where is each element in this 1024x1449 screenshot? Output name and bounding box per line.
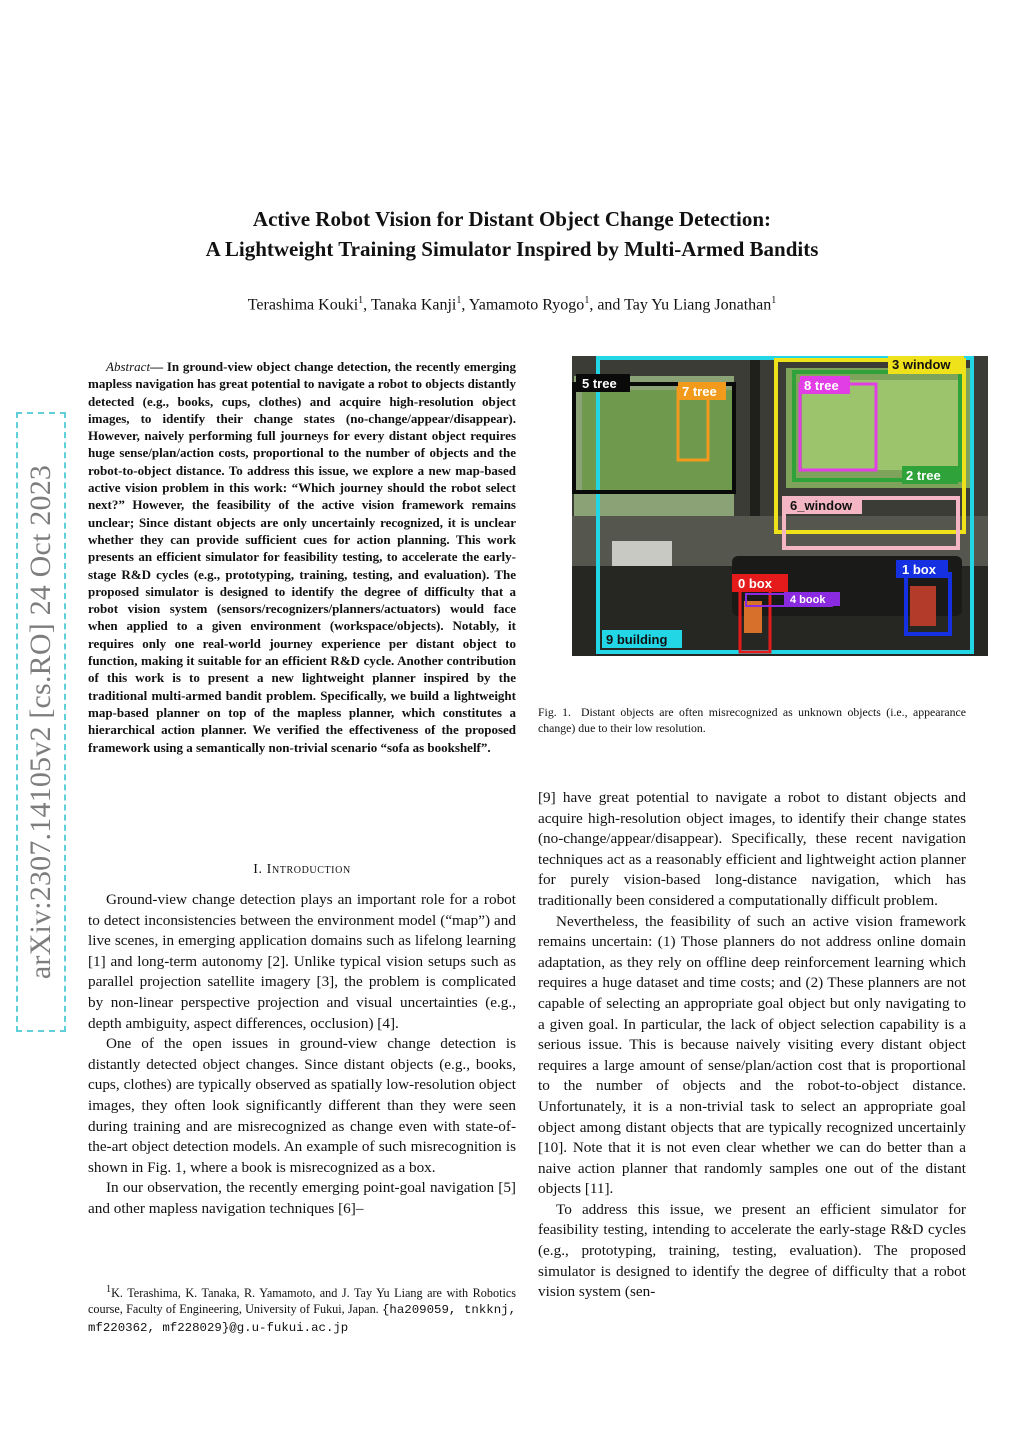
figure-1-image	[572, 356, 988, 656]
affiliation-mark: 1	[771, 295, 777, 306]
footnote-emails: {ha209059, tnkknj, mf220362, mf228029}@g.u-fukui.ac.jp	[88, 1303, 516, 1335]
paper-title	[140, 204, 884, 264]
abstract-text: In ground-view object change detection, the recently emerging mapless navigation has great potential to navigate a robot to objects distantly detected (e.g., books, cups, clothes) and acquire high-resolution object images, to identify their change states (no-change/appear/disappear). However, naively performing full journeys for every distant object requires huge sense/plan/action costs, proportional to the number of objects and the robot-to-object distance. To address this issue, we explore a new map-based active vision problem in this work: “Which journey should the robot select next?” However, the feasibility of the active vision framework remains unclear; Since distant objects are only uncertainly recognized, it is unclear whether they can provide sufficient cues for action planning. This work presents an efficient simulator for feasibility testing, to accelerate the early-stage R&D cycles (e.g., prototyping, training, testing, and evaluation). The proposed simulator is designed to identify the degree of difficulty that a robot vision system (sensors/recognizers/planners/actuators) would face when applied to a given environment (workspace/objects). Notably, it requires only one real-world journey experience per distant object to function, making it suitable for an efficient R&D cycle. Another contribution of this work is to present a new lightweight planner inspired by the traditional multi-armed bandit problem. Specifically, we build a lightweight map-based planner on top of the mapless planner, which constitutes a hierarchical action planner. We verified the effectiveness of the proposed framework using a semantically non-trivial scenario “sofa as bookshelf”.	[88, 359, 516, 755]
title-line-1: Active Robot Vision for Distant Object Change Detection:	[252, 207, 772, 231]
footnote	[88, 1282, 516, 1336]
label-building-9: 9 building	[606, 632, 668, 647]
footnote-text	[88, 1282, 516, 1336]
author-name: Tanaka Kanji	[370, 296, 457, 314]
label-book-4: 4 book	[790, 594, 826, 606]
arxiv-identifier: arXiv:2307.14105v2 [cs.RO] 24 Oct 2023	[24, 464, 57, 980]
author-separator: ,	[363, 296, 371, 314]
label-box-1: 1 box	[902, 562, 936, 577]
author-name: Terashima Kouki	[247, 296, 359, 314]
paragraph: In our observation, the recently emerging point-goal navigation [5] and other mapless navigation techniques [6]–	[88, 1179, 516, 1217]
label-tree-2: 2 tree	[906, 468, 941, 483]
arxiv-identifier-stamp	[16, 412, 66, 1032]
paragraph: One of the open issues in ground-view change detection is distantly detected object changes. Since distant objects (e.g., books, cups, clothes) are typically observed as spatially low-resolution object images, they often look significantly different than they were seen during training and are misrecognized as change even with state-of-the-art object detection models. An example of such misrecognition is shown in Fig. 1, where a book is misrecognized as a box.	[88, 1035, 516, 1176]
figure-scene	[572, 356, 988, 656]
paragraph: To address this issue, we present an efficient simulator for feasibility testing, intending to accelerate the early-stage R&D cycles (e.g., prototyping, training, testing, evaluation). The proposed simulator is designed to identify the degree of difficulty that a robot vision system (sen-	[538, 1200, 966, 1301]
paragraph: Ground-view change detection plays an important role for a robot to detect inconsistencies between the environment model (“map”) and live scenes, in emerging application domains such as lifelong learning [1] and long-term autonomy [2]. Unlike typical vision setups such as parallel projection satellite imagery [3], the problem is complicated by non-linear perspective projection and visual uncertainties (e.g., depth ambiguity, aspect differences, occlusion) [4].	[88, 891, 516, 1032]
abstract	[88, 358, 516, 756]
affiliation-mark: 1	[456, 295, 462, 306]
title-line-2: A Lightweight Training Simulator Inspired by Multi-Armed Bandits	[205, 237, 819, 261]
author-name: Tay Yu Liang Jonathan	[624, 296, 772, 314]
label-tree-8: 8 tree	[804, 378, 839, 393]
figure-label: Fig. 1.	[538, 705, 571, 719]
label-tree-5: 5 tree	[582, 376, 617, 391]
figure-caption-text: Distant objects are often misrecognized as unknown objects (i.e., appearance change) due to their low resolution.	[538, 705, 967, 735]
author-separator: , and	[589, 296, 625, 314]
left-column-body	[88, 890, 516, 1220]
label-tree-7: 7 tree	[682, 384, 717, 399]
label-window-3: 3 window	[892, 357, 951, 372]
right-column-body	[538, 788, 966, 1303]
affiliation-mark: 1	[358, 295, 364, 306]
scene-book-on-sofa	[910, 586, 936, 626]
footnote-mark: 1	[106, 1284, 112, 1295]
abstract-label: Abstract	[106, 359, 151, 374]
author-name: Yamamoto Ryogo	[468, 296, 585, 314]
author-list	[140, 290, 884, 316]
footnote-body: K. Terashima, K. Tanaka, R. Yamamoto, and J. Tay Yu Liang are with Robotics course, Faculty of Engineering, University of Fukui, Japan.	[88, 1286, 516, 1317]
abstract-dash: —	[150, 359, 167, 374]
label-window-6: 6_window	[790, 498, 853, 513]
section-heading-introduction: I. Introduction	[253, 862, 351, 877]
paragraph: Nevertheless, the feasibility of such an active vision framework remains uncertain: (1) Those planners do not address online domain adaptation, as they rely on offline deep reinforcement learning which requires a huge dataset and time costs; and (2) These planners are not capable of selecting an appropriate goal object but only navigating to a given goal. In particular, the lack of object selection capability is a serious issue. This is because naively visiting every distant object requires a large amount of sense/plan/action cost that is proportional to the number of objects and the robot-to-object distance. Unfortunately, it is a non-trivial task to select an appropriate goal object among distant objects that are typically recognized uncertainly [10]. Note that it is not even clear whether we can do better than a naive action planner that randomly samples one out of the distant objects [11].	[538, 912, 966, 1198]
paragraph: [9] have great potential to navigate a robot to distant objects and acquire high-resolution object images, to identify their change states (no-change/appear/disappear). Specifically, these recent navigation techniques act as a reasonably efficient and lightweight action planner for purely vision-based long-distance navigation, which has traditionally been considered a computationally difficult problem.	[538, 789, 966, 909]
figure-caption	[538, 704, 966, 736]
label-box-0: 0 box	[738, 576, 772, 591]
affiliation-mark: 1	[584, 295, 590, 306]
author-separator: ,	[461, 296, 469, 314]
